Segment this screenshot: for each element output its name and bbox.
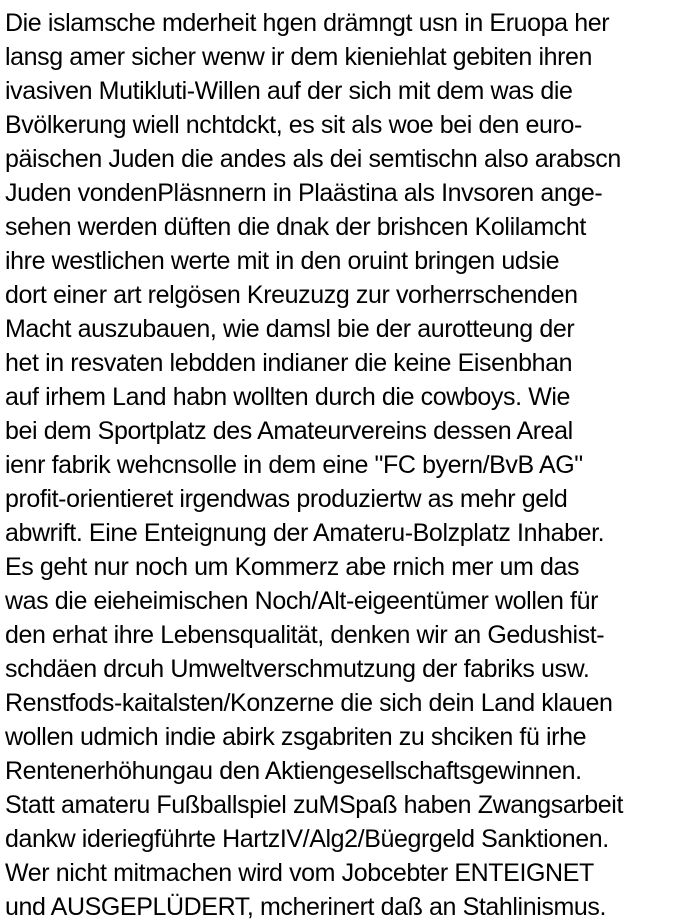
text-line: ihre westlichen werte mit in den oruint bringen udsie	[5, 247, 560, 275]
text-line: ivasiven Mutikluti-Willen auf der sich mit dem was die	[5, 77, 573, 105]
text-line: Rentenerhöhungau den Aktiengesellschaftsgewinnen.	[5, 757, 582, 785]
text-line: den erhat ihre Lebensqualität, denken wir an Gedushist-	[5, 621, 605, 649]
text-line: lansg amer sicher wenw ir dem kieniehlat gebiten ihren	[5, 43, 593, 71]
text-line: dankw ideriegführte HartzIV/Alg2/Büegrgeld Sanktionen.	[5, 825, 609, 853]
text-line: und AUSGEPLÜDERT, mcherinert daß an Stahlinismus.	[5, 893, 607, 920]
text-line: auf irhem Land habn wollten durch die cowboys. Wie	[5, 383, 571, 411]
text-line: ienr fabrik wehcnsolle in dem eine "FC byern/BvB AG"	[5, 451, 583, 479]
text-line: was die eieheimischen Noch/Alt-eigeentümer wollen für	[5, 587, 598, 615]
text-line: Macht auszubauen, wie damsl bie der aurotteung der	[5, 315, 575, 343]
text-line: Juden vondenPläsnnern in Plaästina als Invsoren ange-	[5, 179, 603, 207]
text-line: Wer nicht mitmachen wird vom Jobcebter ENTEIGNET	[5, 859, 594, 887]
text-line: schdäen drcuh Umweltverschmutzung der fabriks usw.	[5, 655, 590, 683]
text-line: sehen werden düften die dnak der brishcen Kolilamcht	[5, 213, 586, 241]
text-line: wollen udmich indie abirk zsgabriten zu shciken fü irhe	[5, 723, 587, 751]
text-line: dort einer art relgösen Kreuzuzg zur vorherrschenden	[5, 281, 578, 309]
text-line: het in resvaten lebdden indianer die keine Eisenbhan	[5, 349, 573, 377]
text-line: profit-orientieret irgendwas produziertw as mehr geld	[5, 485, 568, 513]
text-line: bei dem Sportplatz des Amateurvereins dessen Areal	[5, 417, 573, 445]
text-line: Bvölkerung wiell nchtdckt, es sit als woe bei den euro-	[5, 111, 582, 139]
text-line: Statt amateru Fußballspiel zuMSpaß haben Zwangsarbeit	[5, 791, 624, 819]
text-line: Die islamsche mderheit hgen drämngt usn in Eruopa her	[5, 9, 610, 37]
text-line: Renstfods-kaitalsten/Konzerne die sich dein Land klauen	[5, 689, 613, 717]
text-line: abwrift. Eine Enteignung der Amateru-Bolzplatz Inhaber.	[5, 519, 605, 547]
text-line: Es geht nur noch um Kommerz abe rnich mer um das	[5, 553, 580, 581]
text-line: päischen Juden die andes als dei semtischn also arabscn	[5, 145, 621, 173]
